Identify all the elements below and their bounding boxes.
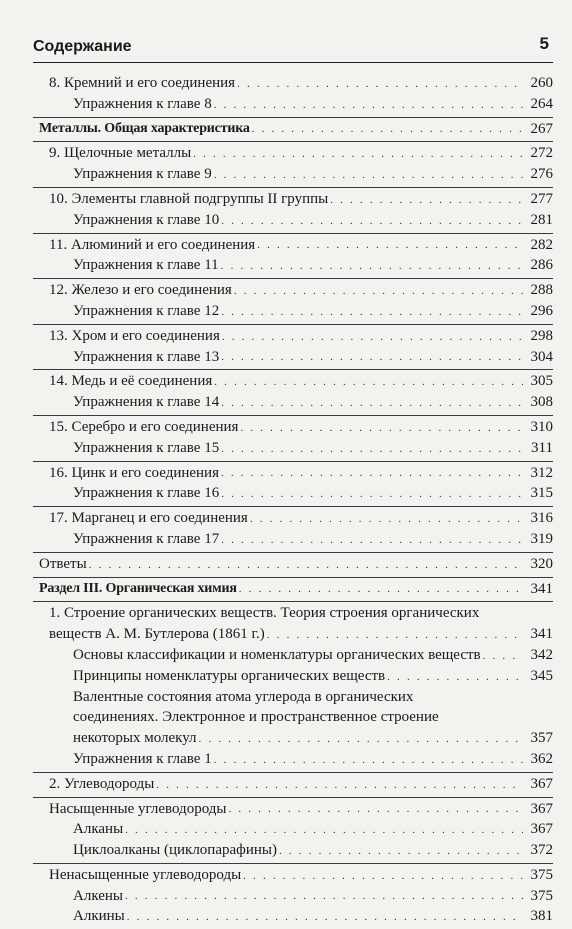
toc-entry[interactable] [33,728,553,749]
running-title: Содержание [33,38,132,55]
toc-entry-title: Алканы [73,821,124,838]
leader-dots [234,285,523,297]
toc-group-unsaturated [33,864,553,929]
leader-dots [267,629,523,641]
leader-dots [330,194,523,206]
page-header [33,30,553,63]
toc-entry-page: 341 [530,580,553,597]
leader-dots [257,239,523,251]
toc-entry-line[interactable] [33,707,553,728]
toc-entry[interactable] [33,326,553,347]
toc-entry-page: 310 [530,418,553,435]
toc-entry[interactable] [33,463,553,484]
toc-entry[interactable] [33,529,553,550]
toc-entry-title: 8. Кремний и его соединения [49,75,236,91]
toc-entry-title: Упражнения к главе 17 [73,530,220,547]
leader-dots [221,534,523,546]
toc-group-alkali [33,142,553,188]
toc-group-answers [33,553,553,578]
toc-entry[interactable] [33,819,553,840]
toc-entry-page: 367 [530,775,553,792]
toc-entry-page: 375 [530,887,553,904]
toc-entry-title: 14. Медь и её соединения [49,373,213,390]
toc-entry[interactable] [33,508,553,529]
toc-entry-title: Упражнения к главе 12 [73,302,220,319]
toc-entry-page: 272 [530,145,553,162]
toc-entry[interactable] [33,255,553,276]
leader-dots [237,78,523,90]
leader-dots [193,148,523,160]
toc-entry-page: 281 [530,211,553,228]
toc-entry[interactable] [33,392,553,413]
toc-entry[interactable] [33,164,553,185]
leader-dots [483,650,523,662]
toc-entry-title: 1. Строение органических веществ. Теория строения органических [49,605,480,622]
leader-dots [279,845,523,857]
leader-dots [199,733,523,745]
toc-entry-page: 267 [530,120,553,137]
toc-entry-line[interactable] [33,687,553,708]
toc-group-metals [33,118,553,143]
toc-entry[interactable] [33,840,553,861]
toc-entry-title: 15. Серебро и его соединения [49,418,239,435]
toc-entry-title: Ненасыщенные углеводороды [49,866,242,883]
leader-dots [221,215,523,227]
toc-entry-page: 367 [530,800,553,817]
toc-entry-page: 320 [530,555,553,572]
toc-entry-page: 357 [530,730,553,747]
toc-entry-page: 316 [530,510,553,527]
leader-dots [221,306,523,318]
page-number: 5 [539,34,549,53]
toc-entry[interactable] [33,347,553,368]
leader-dots [156,779,523,791]
toc-entry-page: 296 [530,302,553,319]
toc-entry-title: Циклоалканы (циклопарафины) [73,842,277,859]
toc-entry[interactable] [33,301,553,322]
toc-entry-page: 362 [530,750,553,767]
toc-entry-title: 9. Щелочные металлы [49,145,192,162]
toc-entry[interactable] [33,886,553,907]
toc-entry-page: 315 [530,485,553,502]
toc-group-saturated [33,798,553,864]
toc-entry-title: 11. Алюминий и его соединения [49,236,256,253]
toc-group-aluminium [33,234,553,280]
toc-group-chapter1 [33,602,553,772]
leader-dots [252,123,523,135]
toc-entry-title: 10. Элементы главной подгруппы II группы [49,190,329,207]
toc-group-iron [33,279,553,325]
toc-entry-page: 277 [530,190,553,207]
toc-entry-page: 342 [530,646,553,663]
toc-entry[interactable] [33,624,553,645]
toc-entry[interactable] [33,438,553,459]
toc-entry-title: Упражнения к главе 16 [73,485,220,502]
toc-entry-title: Принципы номенклатуры органических веществ [73,667,386,684]
toc-group-manganese [33,507,553,553]
leader-dots [214,754,523,766]
toc-entry-page: 312 [530,464,553,481]
toc-entry[interactable] [33,554,553,575]
toc-entry-title: Раздел III. Органическая химия [39,580,237,596]
toc-entry-line[interactable] [33,603,553,624]
toc-entry-page: 276 [530,166,553,183]
toc-entry-page: 319 [530,530,553,547]
toc-entry-title: Упражнения к главе 15 [73,439,220,456]
toc-entry-title: 12. Железо и его соединения [49,282,232,299]
toc-entry-page: 381 [530,908,553,925]
leader-dots [89,559,523,571]
leader-dots [214,169,523,181]
toc-entry-title: Упражнения к главе 1 [73,750,212,767]
toc-entry-title: Упражнения к главе 14 [73,394,220,411]
toc-section-heading[interactable] [33,579,553,600]
toc-entry-title: Насыщенные углеводороды [49,800,227,817]
toc-entry[interactable] [33,143,553,164]
toc-entry[interactable] [33,666,553,687]
toc-entry-title: 17. Марганец и его соединения [49,510,248,527]
leader-dots [214,376,523,388]
toc-group-copper [33,370,553,416]
leader-dots [125,824,523,836]
leader-dots [250,513,523,525]
toc-entry-title: соединениях. Электронное и пространственное строение [73,709,439,726]
toc-entry[interactable] [33,774,553,795]
toc-group-silver [33,416,553,462]
toc-entry-page: 345 [530,667,553,684]
leader-dots [214,99,523,111]
toc-entry-page: 286 [530,257,553,274]
toc-entry-title: Алкены [73,887,123,904]
toc-entry[interactable] [33,210,553,231]
toc-entry[interactable] [33,799,553,820]
toc-entry[interactable] [33,417,553,438]
toc-entry-title: Ответы [39,555,87,572]
toc-entry-title: Алкины [73,908,125,925]
toc-entry[interactable] [33,645,553,666]
toc-entry-title: веществ А. М. Бутлерова (1861 г.) [49,626,265,643]
toc-entry-page: 341 [530,626,553,643]
toc-entry-title: Валентные состояния атома углерода в органических [73,688,414,705]
leader-dots [228,803,523,815]
toc-group-silicon [33,72,553,118]
toc-entry-page: 288 [530,282,553,299]
leader-dots [221,488,523,500]
toc-entry[interactable] [33,749,553,770]
leader-dots [125,890,523,902]
toc-section-heading[interactable] [33,119,553,140]
toc-entry-page: 298 [530,327,553,344]
toc-entry-page: 264 [530,95,553,112]
toc-entry[interactable] [33,865,553,886]
toc-group-section3 [33,578,553,603]
toc-group-group2 [33,188,553,234]
toc-entry-title: 16. Цинк и его соединения [49,464,219,481]
toc-entry-title: некоторых молекул [73,730,197,747]
toc-entry[interactable] [33,906,553,927]
toc-entry-title: Упражнения к главе 8 [73,95,212,112]
leader-dots [243,870,523,882]
toc-entry-title: Металлы. Общая характеристика [39,120,250,136]
leader-dots [240,422,523,434]
toc-group-hydrocarbons [33,773,553,798]
toc-entry-page: 372 [530,842,553,859]
toc-entry-page: 305 [530,373,553,390]
toc-entry-page: 311 [531,439,553,456]
toc-entry-title: 13. Хром и его соединения [49,327,220,344]
toc-entry-page: 260 [530,75,553,91]
toc-entry-page: 367 [530,821,553,838]
toc-entry[interactable] [33,94,553,115]
table-of-contents [33,72,553,929]
toc-entry[interactable] [33,483,553,504]
toc-entry[interactable] [33,235,553,256]
leader-dots [221,397,523,409]
toc-entry[interactable] [33,73,553,94]
leader-dots [221,443,523,455]
toc-entry-page: 375 [530,866,553,883]
toc-entry-title: Упражнения к главе 9 [73,166,212,183]
leader-dots [387,671,523,683]
toc-entry[interactable] [33,371,553,392]
leader-dots [221,467,523,479]
toc-entry[interactable] [33,189,553,210]
toc-entry-title: Упражнения к главе 10 [73,211,220,228]
toc-group-zinc [33,462,553,508]
toc-entry-title: Упражнения к главе 13 [73,348,220,365]
toc-entry[interactable] [33,280,553,301]
leader-dots [221,260,523,272]
leader-dots [221,351,523,363]
leader-dots [222,331,523,343]
toc-entry-title: Упражнения к главе 11 [73,257,219,274]
toc-entry-page: 304 [530,348,553,365]
leader-dots [239,583,523,595]
toc-entry-title: 2. Углеводороды [49,775,155,792]
toc-entry-page: 308 [530,394,553,411]
toc-entry-page: 282 [530,236,553,253]
toc-entry-title: Основы классификации и номенклатуры органических веществ [73,646,481,663]
toc-group-chromium [33,325,553,371]
leader-dots [127,911,523,923]
